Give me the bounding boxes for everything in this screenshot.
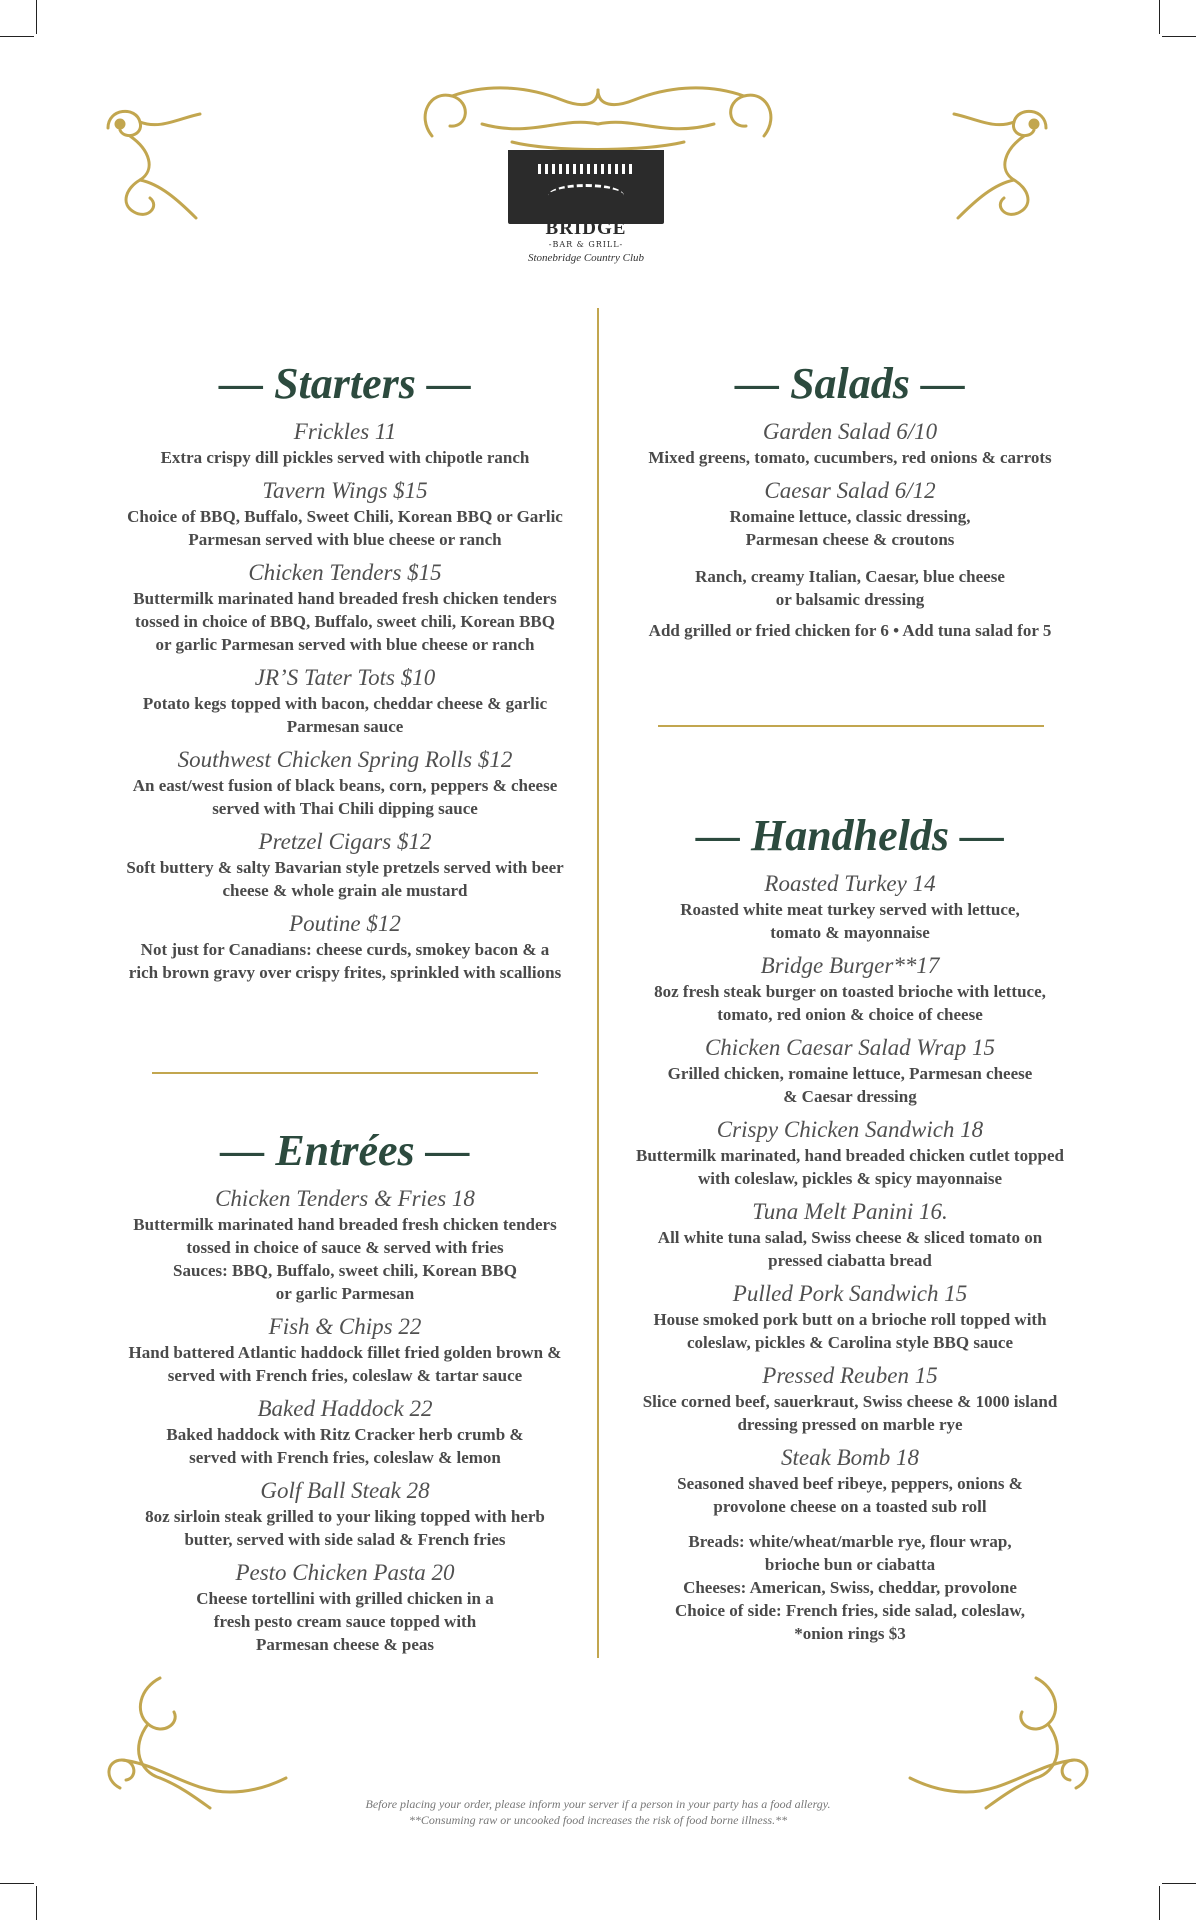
menu-item-description: Sauces: BBQ, Buffalo, sweet chili, Korean BBQ bbox=[173, 1261, 517, 1280]
menu-item-description: Soft buttery & salty Bavarian style pretzels served with beer bbox=[126, 858, 564, 877]
menu-item-description: Parmesan cheese & croutons bbox=[745, 530, 955, 549]
menu-item-description: or garlic Parmesan bbox=[275, 1284, 415, 1303]
menu-item-description: tossed in choice of BBQ, Buffalo, sweet chili, Korean BBQ bbox=[135, 612, 555, 631]
menu-item bbox=[600, 1280, 1100, 1354]
flourish-top-right-ornament bbox=[944, 100, 1054, 230]
logo-name: BRIDGE bbox=[545, 218, 627, 239]
menu-item bbox=[600, 477, 1100, 551]
menu-item bbox=[90, 1559, 600, 1656]
menu-item-description: Extra crispy dill pickles served with chipotle ranch bbox=[160, 448, 530, 467]
menu-item-description: Buttermilk marinated, hand breaded chicken cutlet topped bbox=[635, 1146, 1064, 1165]
disclaimer-line: **Consuming raw or uncooked food increases the risk of food borne illness.** bbox=[408, 1813, 788, 1827]
menu-item bbox=[90, 1395, 600, 1469]
menu-item-name: Poutine $12 bbox=[289, 911, 401, 936]
menu-item-name: Tavern Wings $15 bbox=[262, 478, 428, 503]
crop-mark bbox=[1162, 1883, 1196, 1884]
menu-item-name: Fish & Chips 22 bbox=[268, 1314, 422, 1339]
menu-item bbox=[90, 559, 600, 656]
menu-item-description: Seasoned shaved beef ribeye, peppers, onions & bbox=[677, 1474, 1023, 1493]
menu-item bbox=[600, 1116, 1100, 1190]
crop-mark bbox=[1159, 0, 1160, 34]
menu-item-description: Romaine lettuce, classic dressing, bbox=[729, 507, 971, 526]
menu-item-name: Golf Ball Steak 28 bbox=[260, 1478, 430, 1503]
option-line: Choice of side: French fries, side salad, coleslaw, bbox=[674, 1601, 1026, 1620]
menu-item-description: Grilled chicken, romaine lettuce, Parmesan cheese bbox=[667, 1064, 1033, 1083]
menu-item-description: Parmesan served with blue cheese or ranch bbox=[188, 530, 502, 549]
restaurant-logo bbox=[508, 150, 664, 264]
handhelds-section bbox=[600, 810, 1100, 1645]
salads-section bbox=[600, 358, 1100, 642]
crop-mark bbox=[0, 1883, 34, 1884]
menu-item-description: Choice of BBQ, Buffalo, Sweet Chili, Korean BBQ or Garlic bbox=[127, 507, 563, 526]
menu-item-description: Roasted white meat turkey served with lettuce, bbox=[680, 900, 1020, 919]
menu-item bbox=[600, 418, 1100, 469]
menu-item-description: Hand battered Atlantic haddock fillet fried golden brown & bbox=[128, 1343, 562, 1362]
flourish-top-left-ornament bbox=[100, 100, 210, 230]
crop-mark bbox=[1159, 1886, 1160, 1920]
menu-item-name: Pretzel Cigars $12 bbox=[258, 829, 432, 854]
menu-item-description: fresh pesto cream sauce topped with bbox=[213, 1612, 477, 1631]
menu-item-description: dressing pressed on marble rye bbox=[737, 1415, 963, 1434]
menu-item bbox=[90, 746, 600, 820]
menu-item-description: 8oz sirloin steak grilled to your liking topped with herb bbox=[145, 1507, 545, 1526]
crop-mark bbox=[0, 36, 34, 37]
handhelds-list bbox=[600, 870, 1100, 1518]
menu-item bbox=[600, 952, 1100, 1026]
menu-item-name: Southwest Chicken Spring Rolls $12 bbox=[177, 747, 513, 772]
menu-item-description: or garlic Parmesan served with blue cheese or ranch bbox=[155, 635, 535, 654]
menu-item bbox=[600, 1034, 1100, 1108]
menu-item-description: Parmesan sauce bbox=[286, 717, 404, 736]
logo-club: Stonebridge Country Club bbox=[527, 252, 645, 264]
menu-item-name: Pulled Pork Sandwich 15 bbox=[732, 1281, 968, 1306]
crop-mark bbox=[36, 1886, 37, 1920]
menu-item-description: & Caesar dressing bbox=[783, 1087, 917, 1106]
menu-item-description: tomato, red onion & choice of cheese bbox=[717, 1005, 983, 1024]
menu-item-description: coleslaw, pickles & Carolina style BBQ sauce bbox=[687, 1333, 1013, 1352]
menu-item-description: Not just for Canadians: cheese curds, smokey bacon & a bbox=[140, 940, 550, 959]
section-title: — Starters — bbox=[219, 359, 471, 408]
option-line: *onion rings $3 bbox=[794, 1624, 906, 1643]
menu-item bbox=[600, 1362, 1100, 1436]
menu-item bbox=[90, 828, 600, 902]
salad-addons: Add grilled or fried chicken for 6 • Add tuna salad for 5 bbox=[648, 621, 1052, 640]
flourish-top-center-ornament bbox=[412, 76, 784, 160]
menu-item bbox=[600, 870, 1100, 944]
menu-item-description: rich brown gravy over crispy frites, sprinkled with scallions bbox=[128, 963, 562, 982]
menu-item bbox=[90, 477, 600, 551]
menu-item-description: Potato kegs topped with bacon, cheddar cheese & garlic bbox=[142, 694, 548, 713]
dressing-options bbox=[600, 565, 1100, 611]
logo-subtitle: -BAR & GRILL- bbox=[548, 240, 624, 249]
option-line: Breads: white/wheat/marble rye, flour wrap, bbox=[688, 1532, 1012, 1551]
handheld-options bbox=[600, 1530, 1100, 1645]
menu-item-description: cheese & whole grain ale mustard bbox=[222, 881, 468, 900]
menu-item-description: Buttermilk marinated hand breaded fresh chicken tenders bbox=[133, 1215, 557, 1234]
menu-item-name: Chicken Tenders & Fries 18 bbox=[215, 1186, 475, 1211]
entrees-section bbox=[90, 1125, 600, 1656]
menu-item bbox=[90, 1313, 600, 1387]
menu-item-description: Cheese tortellini with grilled chicken in a bbox=[196, 1589, 494, 1608]
menu-item-description: Slice corned beef, sauerkraut, Swiss cheese & 1000 island bbox=[642, 1392, 1058, 1411]
entrees-list bbox=[90, 1185, 600, 1656]
menu-item-description: with coleslaw, pickles & spicy mayonnaise bbox=[697, 1169, 1003, 1188]
section-title: — Handhelds — bbox=[695, 811, 1005, 860]
dressing-line: Ranch, creamy Italian, Caesar, blue cheese bbox=[695, 567, 1005, 586]
section-title: — Salads — bbox=[735, 359, 965, 408]
menu-item-description: Mixed greens, tomato, cucumbers, red onions & carrots bbox=[648, 448, 1052, 467]
menu-item bbox=[90, 664, 600, 738]
menu-item-name: Bridge Burger**17 bbox=[760, 953, 940, 978]
menu-item-name: Steak Bomb 18 bbox=[781, 1445, 919, 1470]
disclaimer-line: Before placing your order, please inform your server if a person in your party has a food allergy. bbox=[365, 1797, 831, 1811]
menu-item-name: Chicken Caesar Salad Wrap 15 bbox=[704, 1035, 996, 1060]
menu-item-name: Baked Haddock 22 bbox=[257, 1396, 433, 1421]
bridge-emblem-icon bbox=[508, 150, 664, 224]
menu-item-name: JR’S Tater Tots $10 bbox=[254, 665, 436, 690]
salads-list bbox=[600, 418, 1100, 551]
menu-item-description: tomato & mayonnaise bbox=[770, 923, 930, 942]
menu-item-name: Caesar Salad 6/12 bbox=[764, 478, 936, 503]
menu-item-description: butter, served with side salad & French fries bbox=[184, 1530, 506, 1549]
menu-item-description: Baked haddock with Ritz Cracker herb crumb & bbox=[166, 1425, 524, 1444]
menu-item-name: Crispy Chicken Sandwich 18 bbox=[716, 1117, 984, 1142]
section-rule bbox=[152, 1072, 538, 1074]
menu-item-description: provolone cheese on a toasted sub roll bbox=[713, 1497, 987, 1516]
menu-item bbox=[600, 1198, 1100, 1272]
crop-mark bbox=[1162, 36, 1196, 37]
section-title: — Entrées — bbox=[220, 1126, 470, 1175]
menu-item-name: Chicken Tenders $15 bbox=[248, 560, 442, 585]
menu-item-description: served with French fries, coleslaw & lemon bbox=[189, 1448, 501, 1467]
allergy-disclaimer bbox=[240, 1796, 956, 1828]
crop-mark bbox=[36, 0, 37, 34]
menu-item-name: Pesto Chicken Pasta 20 bbox=[235, 1560, 455, 1585]
menu-item-description: All white tuna salad, Swiss cheese & sliced tomato on bbox=[657, 1228, 1043, 1247]
menu-item-name: Garden Salad 6/10 bbox=[762, 419, 938, 444]
menu-item bbox=[90, 1477, 600, 1551]
menu-item-description: served with French fries, coleslaw & tartar sauce bbox=[167, 1366, 523, 1385]
menu-item bbox=[90, 1185, 600, 1305]
menu-item bbox=[90, 418, 600, 469]
section-rule bbox=[658, 725, 1044, 727]
menu-item-description: Buttermilk marinated hand breaded fresh chicken tenders bbox=[133, 589, 557, 608]
menu-item-description: served with Thai Chili dipping sauce bbox=[212, 799, 478, 818]
menu-item-description: pressed ciabatta bread bbox=[768, 1251, 932, 1270]
menu-item-description: 8oz fresh steak burger on toasted brioche with lettuce, bbox=[654, 982, 1046, 1001]
menu-item-name: Tuna Melt Panini 16. bbox=[752, 1199, 948, 1224]
menu-item-description: An east/west fusion of black beans, corn, peppers & cheese bbox=[132, 776, 558, 795]
menu-item-description: tossed in choice of sauce & served with fries bbox=[186, 1238, 504, 1257]
starters-section bbox=[90, 358, 600, 984]
menu-item bbox=[600, 1444, 1100, 1518]
dressing-line: or balsamic dressing bbox=[775, 590, 925, 609]
menu-item-name: Roasted Turkey 14 bbox=[764, 871, 936, 896]
starters-list bbox=[90, 418, 600, 984]
option-line: Cheeses: American, Swiss, cheddar, provolone bbox=[683, 1578, 1017, 1597]
menu-item bbox=[90, 910, 600, 984]
option-line: brioche bun or ciabatta bbox=[764, 1555, 936, 1574]
menu-item-description: Parmesan cheese & peas bbox=[256, 1635, 434, 1654]
menu-item-name: Pressed Reuben 15 bbox=[762, 1363, 938, 1388]
menu-item-description: House smoked pork butt on a brioche roll topped with bbox=[653, 1310, 1047, 1329]
menu-item-name: Frickles 11 bbox=[293, 419, 397, 444]
